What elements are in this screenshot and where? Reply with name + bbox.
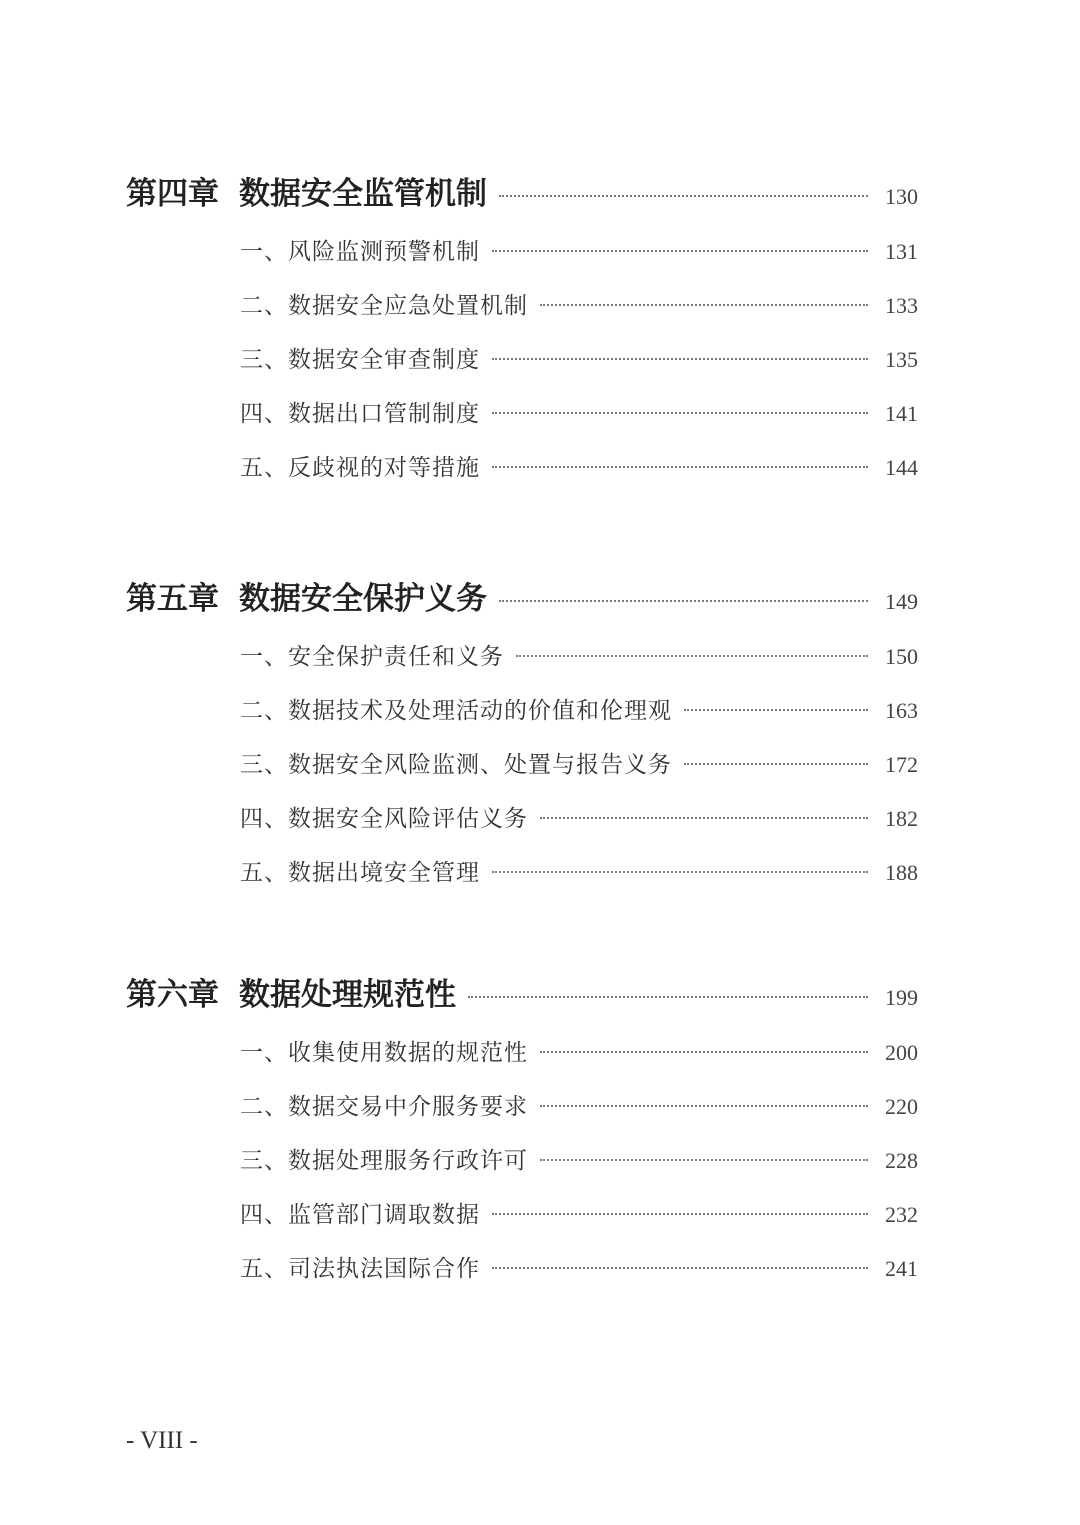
toc-section[interactable] bbox=[240, 1088, 918, 1121]
dot-leader bbox=[492, 1267, 868, 1269]
page-number: 133 bbox=[885, 293, 918, 318]
dot-leader bbox=[540, 304, 868, 306]
chapter-title: 数据安全保护义务 bbox=[239, 581, 487, 617]
toc-section[interactable] bbox=[240, 287, 918, 320]
page-number: 220 bbox=[885, 1094, 918, 1119]
dot-leader bbox=[499, 600, 868, 602]
page-number: 131 bbox=[885, 239, 918, 264]
section-title: 二、数据交易中介服务要求 bbox=[240, 1094, 528, 1120]
page-number: 144 bbox=[885, 455, 918, 480]
page-number: 188 bbox=[885, 860, 918, 885]
toc-section[interactable] bbox=[240, 1250, 918, 1283]
toc-section[interactable] bbox=[240, 638, 918, 671]
dot-leader bbox=[684, 709, 868, 711]
dot-leader bbox=[540, 1051, 868, 1053]
section-title: 四、数据安全风险评估义务 bbox=[240, 806, 528, 832]
page-number: 141 bbox=[885, 401, 918, 426]
toc-section[interactable] bbox=[240, 854, 918, 887]
page-number: 149 bbox=[885, 589, 918, 614]
section-title: 三、数据安全审查制度 bbox=[240, 347, 480, 373]
toc-section[interactable] bbox=[240, 395, 918, 428]
toc-section[interactable] bbox=[240, 692, 918, 725]
chapter-title: 数据处理规范性 bbox=[239, 977, 456, 1013]
chapter-number: 第六章 bbox=[126, 977, 219, 1013]
dot-leader bbox=[516, 655, 868, 657]
toc-section[interactable] bbox=[240, 233, 918, 266]
section-title: 二、数据技术及处理活动的价值和伦理观 bbox=[240, 698, 672, 724]
chapter-number: 第五章 bbox=[126, 581, 219, 617]
dot-leader bbox=[540, 1159, 868, 1161]
dot-leader bbox=[492, 412, 868, 414]
page-number: 200 bbox=[885, 1040, 918, 1065]
dot-leader bbox=[499, 195, 868, 197]
section-title: 二、数据安全应急处置机制 bbox=[240, 293, 528, 319]
page-number: 232 bbox=[885, 1202, 918, 1227]
dot-leader bbox=[492, 1213, 868, 1215]
section-title: 五、司法执法国际合作 bbox=[240, 1256, 480, 1282]
dot-leader bbox=[492, 466, 868, 468]
toc-chapter-6[interactable] bbox=[126, 969, 918, 1014]
page-number: 182 bbox=[885, 806, 918, 831]
chapter-number: 第四章 bbox=[126, 176, 219, 212]
dot-leader bbox=[684, 763, 868, 765]
section-title: 四、监管部门调取数据 bbox=[240, 1202, 480, 1228]
section-title: 五、数据出境安全管理 bbox=[240, 860, 480, 886]
page-number: 241 bbox=[885, 1256, 918, 1281]
dot-leader bbox=[468, 996, 868, 998]
toc-chapter-4[interactable] bbox=[126, 168, 918, 213]
section-title: 一、收集使用数据的规范性 bbox=[240, 1040, 528, 1066]
chapter-title: 数据安全监管机制 bbox=[239, 176, 487, 212]
toc-section[interactable] bbox=[240, 341, 918, 374]
page-number: 199 bbox=[885, 985, 918, 1010]
section-title: 四、数据出口管制制度 bbox=[240, 401, 480, 427]
toc-section[interactable] bbox=[240, 800, 918, 833]
page-number: 150 bbox=[885, 644, 918, 669]
dot-leader bbox=[492, 358, 868, 360]
toc-section[interactable] bbox=[240, 1142, 918, 1175]
page-number: 163 bbox=[885, 698, 918, 723]
toc-section[interactable] bbox=[240, 1196, 918, 1229]
section-title: 五、反歧视的对等措施 bbox=[240, 455, 480, 481]
page-number: 135 bbox=[885, 347, 918, 372]
page-number: 130 bbox=[885, 184, 918, 209]
footer-page-label: - VIII - bbox=[126, 1427, 198, 1454]
section-title: 三、数据安全风险监测、处置与报告义务 bbox=[240, 752, 672, 778]
toc-section[interactable] bbox=[240, 1034, 918, 1067]
section-title: 三、数据处理服务行政许可 bbox=[240, 1148, 528, 1174]
toc-section[interactable] bbox=[240, 449, 918, 482]
dot-leader bbox=[540, 817, 868, 819]
toc-chapter-5[interactable] bbox=[126, 573, 918, 618]
section-title: 一、安全保护责任和义务 bbox=[240, 644, 504, 670]
page-number: 172 bbox=[885, 752, 918, 777]
section-title: 一、风险监测预警机制 bbox=[240, 239, 480, 265]
dot-leader bbox=[540, 1105, 868, 1107]
dot-leader bbox=[492, 871, 868, 873]
page-number: 228 bbox=[885, 1148, 918, 1173]
toc-section[interactable] bbox=[240, 746, 918, 779]
dot-leader bbox=[492, 250, 868, 252]
